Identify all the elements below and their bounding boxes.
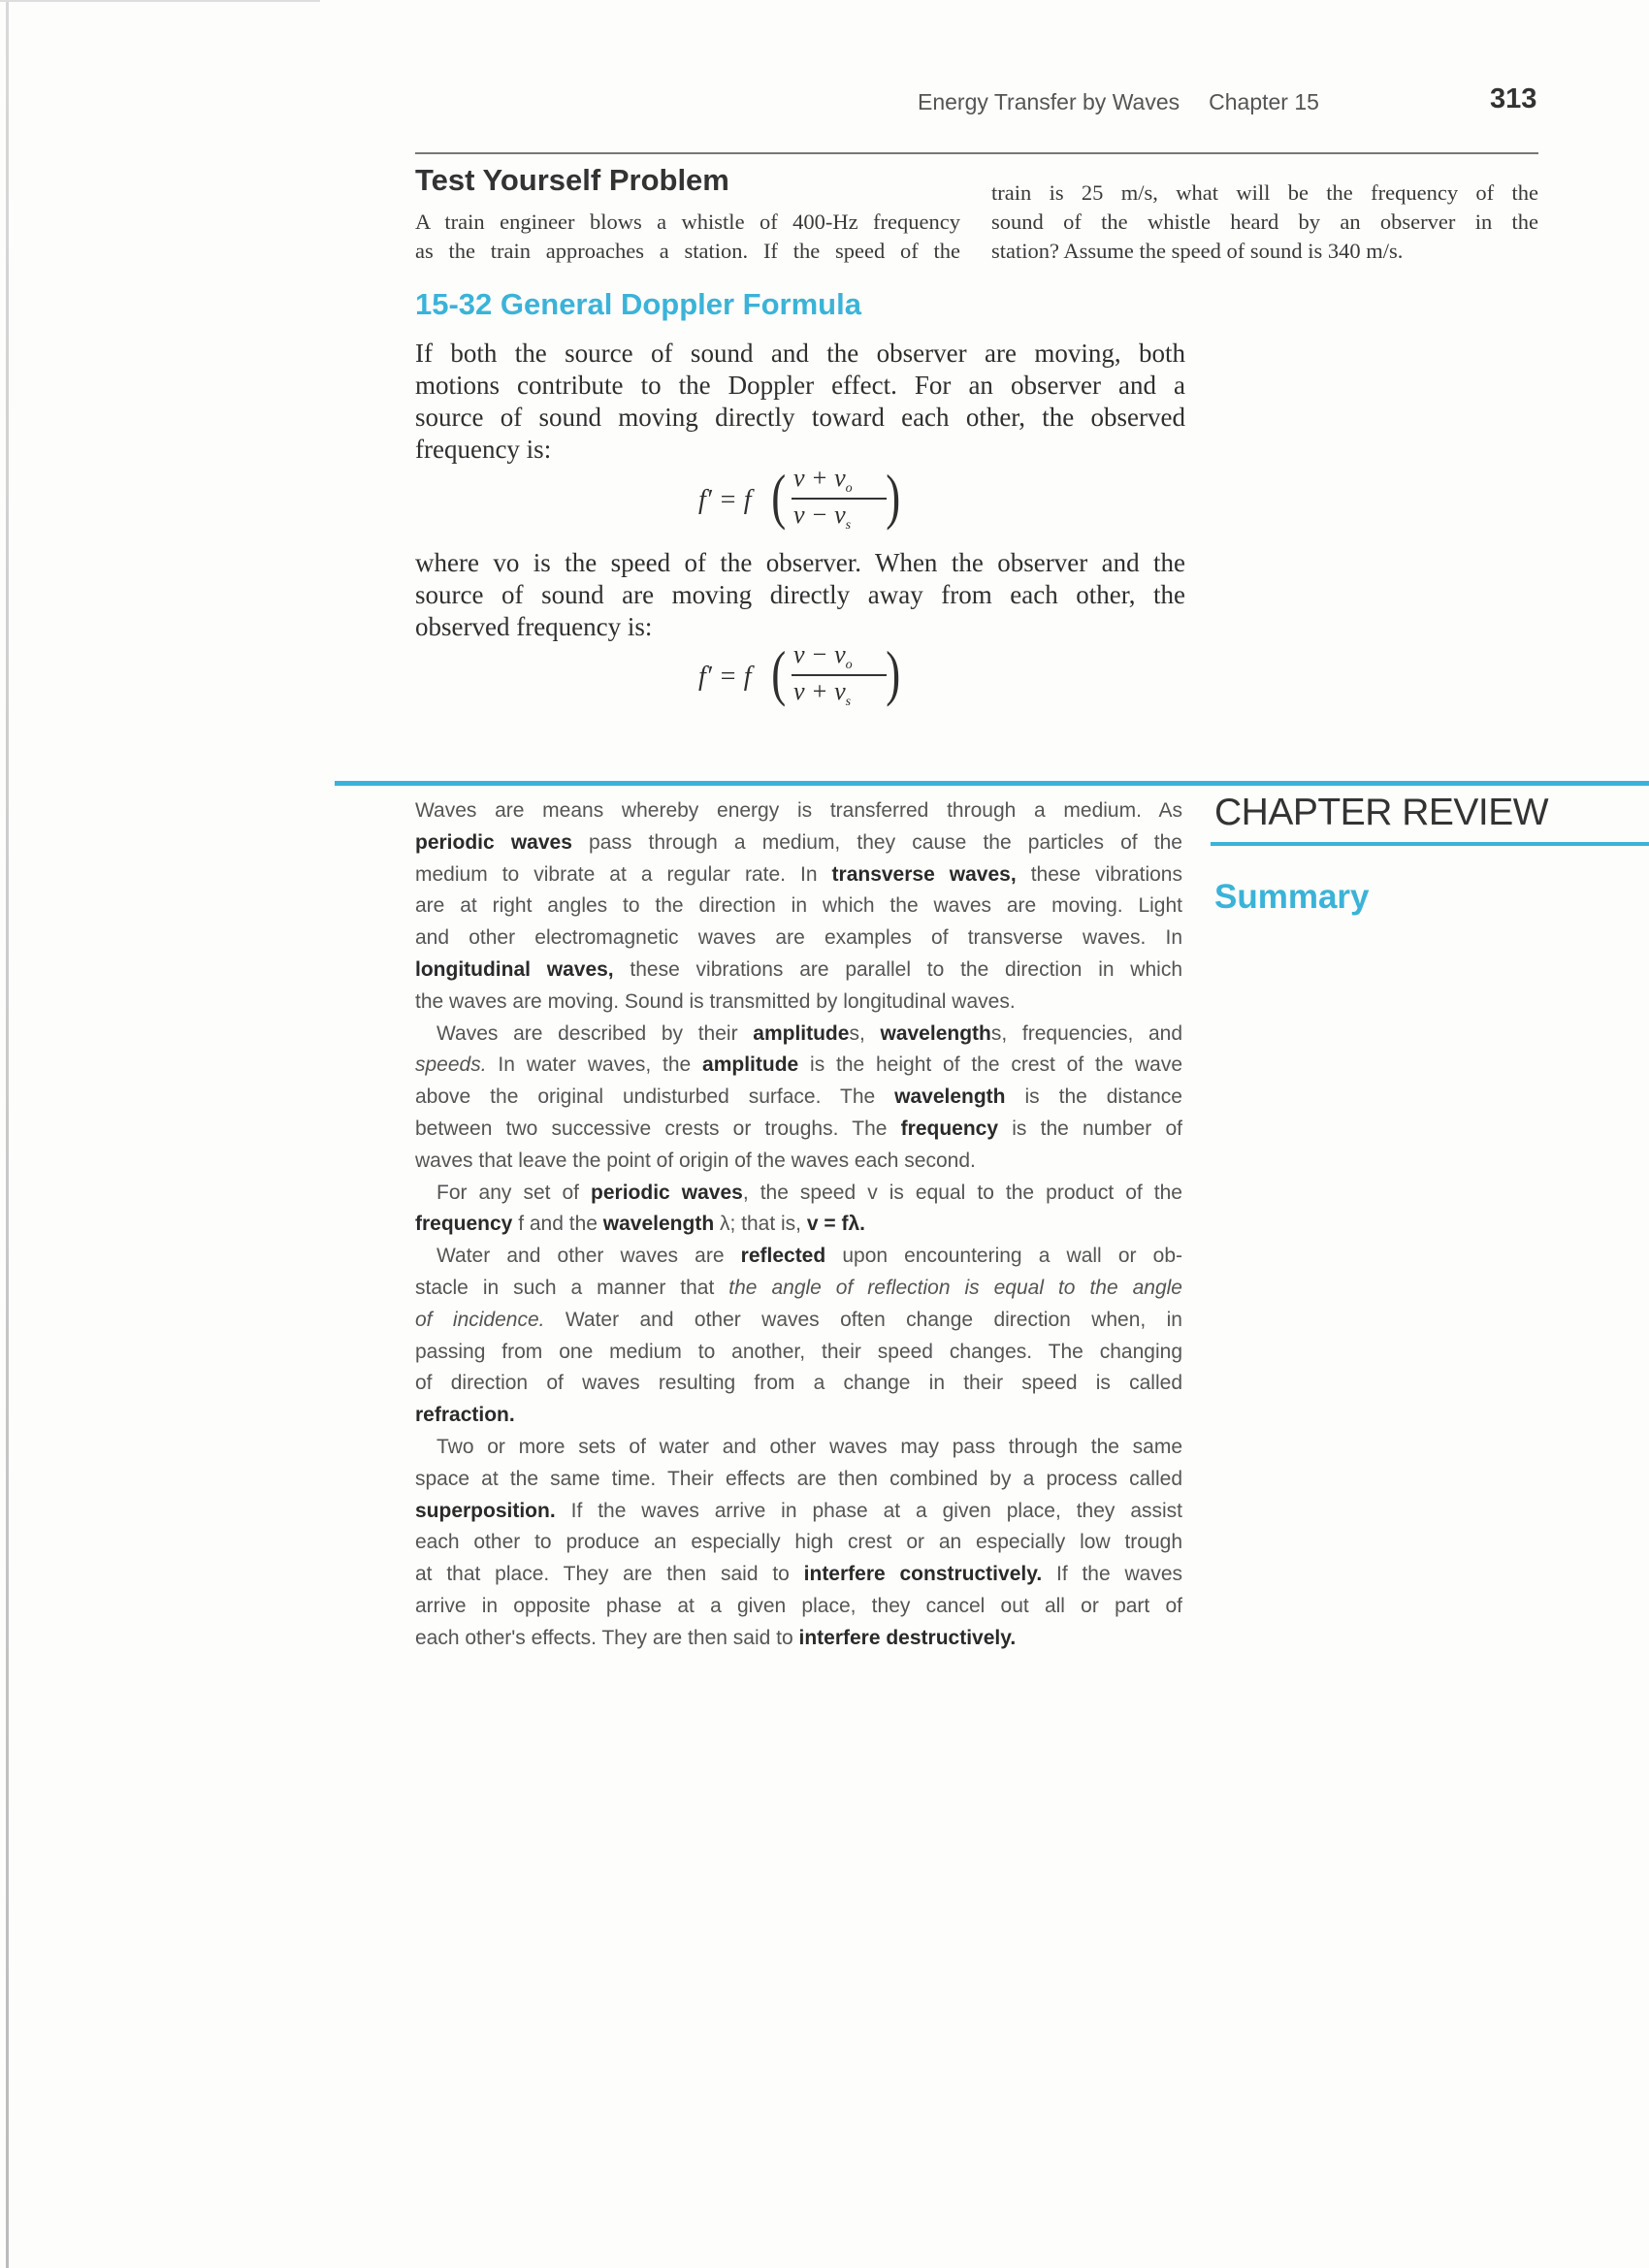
text-line: as the train approaches a station. If the speed of the bbox=[415, 239, 960, 263]
summary-line: stacle in such a manner that the angle of reflection is equal to the angle bbox=[415, 1276, 1182, 1299]
equation-denominator: $v - v_s$ bbox=[793, 501, 852, 534]
summary-line: between two successive crests or troughs. The frequency is the number of bbox=[415, 1117, 1182, 1140]
summary-line: above the original undisturbed surface. The wavelength is the distance bbox=[415, 1085, 1182, 1109]
section-paragraph-2 bbox=[415, 547, 1185, 643]
equation-lhs: f′ = f bbox=[698, 485, 752, 515]
text-line: sound of the whistle heard by an observer in the bbox=[991, 210, 1538, 234]
running-header bbox=[918, 89, 1319, 115]
equation-numerator: $v + v_o$ bbox=[793, 464, 853, 497]
summary-line: passing from one medium to another, their speed changes. The changing bbox=[415, 1340, 1182, 1363]
chapter-review-rule bbox=[335, 781, 1649, 786]
right-paren: ) bbox=[886, 638, 901, 707]
summary-line: space at the same time. Their effects are then combined by a process called bbox=[415, 1467, 1182, 1490]
summary-line: arrive in opposite phase at a given place, they cancel out all or part of bbox=[415, 1594, 1182, 1617]
chapter-review-title: CHAPTER REVIEW bbox=[1214, 792, 1549, 833]
text-line: source of sound moving directly toward each other, the observed bbox=[415, 403, 1185, 432]
page-number: 313 bbox=[1490, 83, 1537, 114]
text-line: source of sound are moving directly away from each other, the bbox=[415, 580, 1185, 609]
summary-line: of incidence. Water and other waves often change direction when, in bbox=[415, 1308, 1182, 1331]
test-yourself-heading: Test Yourself Problem bbox=[415, 163, 729, 197]
text-line: motions contribute to the Doppler effect. For an observer and a bbox=[415, 371, 1185, 400]
running-title: Energy Transfer by Waves bbox=[918, 89, 1180, 114]
summary-line: Waves are means whereby energy is transferred through a medium. As bbox=[415, 799, 1182, 822]
summary-line: superposition. If the waves arrive in phase at a given place, they assist bbox=[415, 1499, 1182, 1522]
summary-line: frequency f and the wavelength λ; that is, v = fλ. bbox=[415, 1213, 865, 1236]
chapter-review-underline bbox=[1211, 842, 1649, 846]
summary-line: Waves are described by their amplitudes, wavelengths, frequencies, and bbox=[436, 1021, 1183, 1045]
test-yourself-right-column bbox=[991, 178, 1538, 266]
scan-edge-top bbox=[0, 0, 320, 2]
scan-edge bbox=[6, 0, 9, 2268]
summary-line: the waves are moving. Sound is transmitted by longitudinal waves. bbox=[415, 989, 1016, 1013]
summary-line: at that place. They are then said to interfere constructively. If the waves bbox=[415, 1563, 1182, 1586]
summary-heading: Summary bbox=[1214, 878, 1370, 916]
section-paragraph-1 bbox=[415, 338, 1185, 466]
text-line: station? Assume the speed of sound is 340 m/s. bbox=[991, 239, 1404, 263]
text-line: where vo is the speed of the observer. When the observer and the bbox=[415, 548, 1185, 577]
fraction-bar bbox=[792, 674, 887, 676]
equation-denominator: $v + v_s$ bbox=[793, 677, 852, 710]
section-heading: 15-32 General Doppler Formula bbox=[415, 287, 861, 321]
summary-line: are at right angles to the direction in which the waves are moving. Light bbox=[415, 894, 1182, 918]
summary-line: refraction. bbox=[415, 1404, 515, 1427]
text-line: observed frequency is: bbox=[415, 612, 653, 641]
summary-line: and other electromagnetic waves are examples of transverse waves. In bbox=[415, 926, 1182, 950]
summary-line: each other to produce an especially high crest or an especially low trough bbox=[415, 1531, 1182, 1554]
equation-numerator: $v - v_o$ bbox=[793, 640, 853, 673]
summary-line: speeds. In water waves, the amplitude is the height of the crest of the wave bbox=[415, 1053, 1183, 1077]
running-chapter: Chapter 15 bbox=[1209, 89, 1319, 114]
left-paren: ( bbox=[771, 462, 787, 531]
header-rule bbox=[415, 152, 1538, 154]
summary-line: For any set of periodic waves, the speed v is equal to the product of the bbox=[436, 1181, 1182, 1204]
summary-line: medium to vibrate at a regular rate. In transverse waves, these vibrations bbox=[415, 862, 1182, 886]
text-line: train is 25 m/s, what will be the frequency of the bbox=[991, 180, 1538, 205]
text-line: frequency is: bbox=[415, 435, 552, 464]
fraction-bar bbox=[792, 498, 887, 500]
equation-lhs: f′ = f bbox=[698, 662, 752, 692]
summary-line: waves that leave the point of origin of the waves each second. bbox=[415, 1149, 976, 1172]
text-line: A train engineer blows a whistle of 400-Hz frequency bbox=[415, 210, 960, 234]
test-yourself-left-column bbox=[415, 208, 960, 266]
summary-line: Water and other waves are reflected upon encountering a wall or ob- bbox=[436, 1245, 1182, 1268]
left-paren: ( bbox=[771, 638, 787, 707]
summary-line: longitudinal waves, these vibrations are parallel to the direction in which bbox=[415, 957, 1182, 981]
right-paren: ) bbox=[886, 462, 901, 531]
summary-line: Two or more sets of water and other waves may pass through the same bbox=[436, 1435, 1182, 1458]
summary-line: periodic waves pass through a medium, they cause the particles of the bbox=[415, 830, 1182, 854]
summary-line: of direction of waves resulting from a change in their speed is called bbox=[415, 1372, 1182, 1395]
summary-text bbox=[415, 795, 1182, 1655]
summary-line: each other's effects. They are then said to interfere destructively. bbox=[415, 1626, 1017, 1649]
text-line: If both the source of sound and the observer are moving, both bbox=[415, 339, 1185, 368]
